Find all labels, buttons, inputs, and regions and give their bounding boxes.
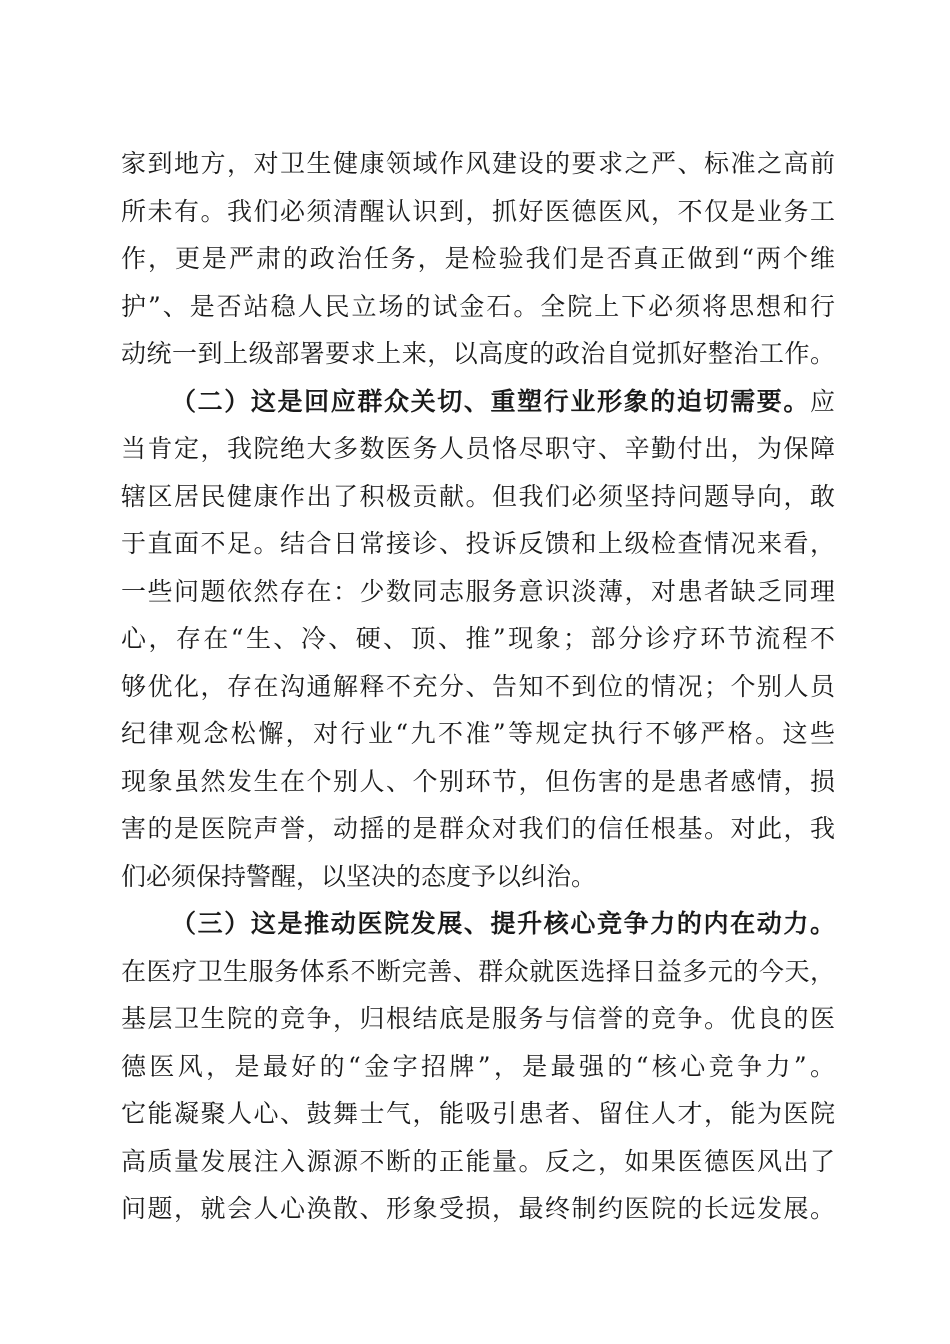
- paragraph-2-first-line: [171, 382, 835, 422]
- paragraph-2-line-9: 现象虽然发生在个别人、个别环节，但伤害的是患者感情，损: [121, 767, 835, 796]
- paragraph-3-line-3: 基层卫生院的竞争，归根结底是服务与信誉的竞争。优良的医: [121, 1004, 835, 1033]
- paragraph-2-line-3: 辖区居民健康作出了积极贡献。但我们必须坚持问题导向，敢: [121, 482, 835, 511]
- paragraph-3-line-5: 它能凝聚人心、鼓舞士气，能吸引患者、留住人才，能为医院: [121, 1099, 835, 1128]
- paragraph-2-line-7: 够优化，存在沟通解释不充分、告知不到位的情况；个别人员: [121, 672, 835, 701]
- paragraph-3-heading: （三）这是推动医院发展、提升核心竞争力的内在动力。: [171, 909, 835, 938]
- paragraph-1-line-4: 护”、是否站稳人民立场的试金石。全院上下必须将思想和行: [121, 292, 835, 321]
- paragraph-3-line-6: 高质量发展注入源源不断的正能量。反之，如果医德医风出了: [121, 1147, 835, 1176]
- paragraph-1-line-1: 家到地方，对卫生健康领域作风建设的要求之严、标准之高前: [121, 149, 835, 178]
- paragraph-2-line-10: 害的是医院声誉，动摇的是群众对我们的信任根基。对此，我: [121, 814, 835, 843]
- paragraph-2-line-4: 于直面不足。结合日常接诊、投诉反馈和上级检查情况来看，: [121, 529, 835, 558]
- paragraph-2-line-11: 们必须保持警醒，以坚决的态度予以纠治。: [121, 862, 597, 891]
- paragraph-3-line-2: 在医疗卫生服务体系不断完善、群众就医选择日益多元的今天，: [121, 957, 835, 986]
- paragraph-2-first-line-tail: 应: [809, 387, 835, 416]
- paragraph-1-line-2: 所未有。我们必须清醒认识到，抓好医德医风，不仅是业务工: [121, 197, 835, 226]
- paragraph-2-line-5: 一些问题依然存在：少数同志服务意识淡薄，对患者缺乏同理: [121, 577, 835, 606]
- paragraph-2-line-8: 纪律观念松懈，对行业“九不准”等规定执行不够严格。这些: [121, 719, 835, 748]
- paragraph-1-line-3: 作，更是严肃的政治任务，是检验我们是否真正做到“两个维: [121, 244, 835, 273]
- paragraph-1-line-5: 动统一到上级部署要求上来，以高度的政治自觉抓好整治工作。: [121, 339, 835, 368]
- paragraph-2-line-6: 心，存在“生、冷、硬、顶、推”现象；部分诊疗环节流程不: [121, 624, 835, 653]
- paragraph-2-line-2: 当肯定，我院绝大多数医务人员恪尽职守、辛勤付出，为保障: [121, 434, 835, 463]
- paragraph-2-heading: （二）这是回应群众关切、重塑行业形象的迫切需要。: [171, 387, 810, 416]
- paragraph-3-line-4: 德医风，是最好的“金字招牌”，是最强的“核心竞争力”。: [121, 1052, 835, 1081]
- paragraph-3-line-7: 问题，就会人心涣散、形象受损，最终制约医院的长远发展。: [121, 1194, 835, 1223]
